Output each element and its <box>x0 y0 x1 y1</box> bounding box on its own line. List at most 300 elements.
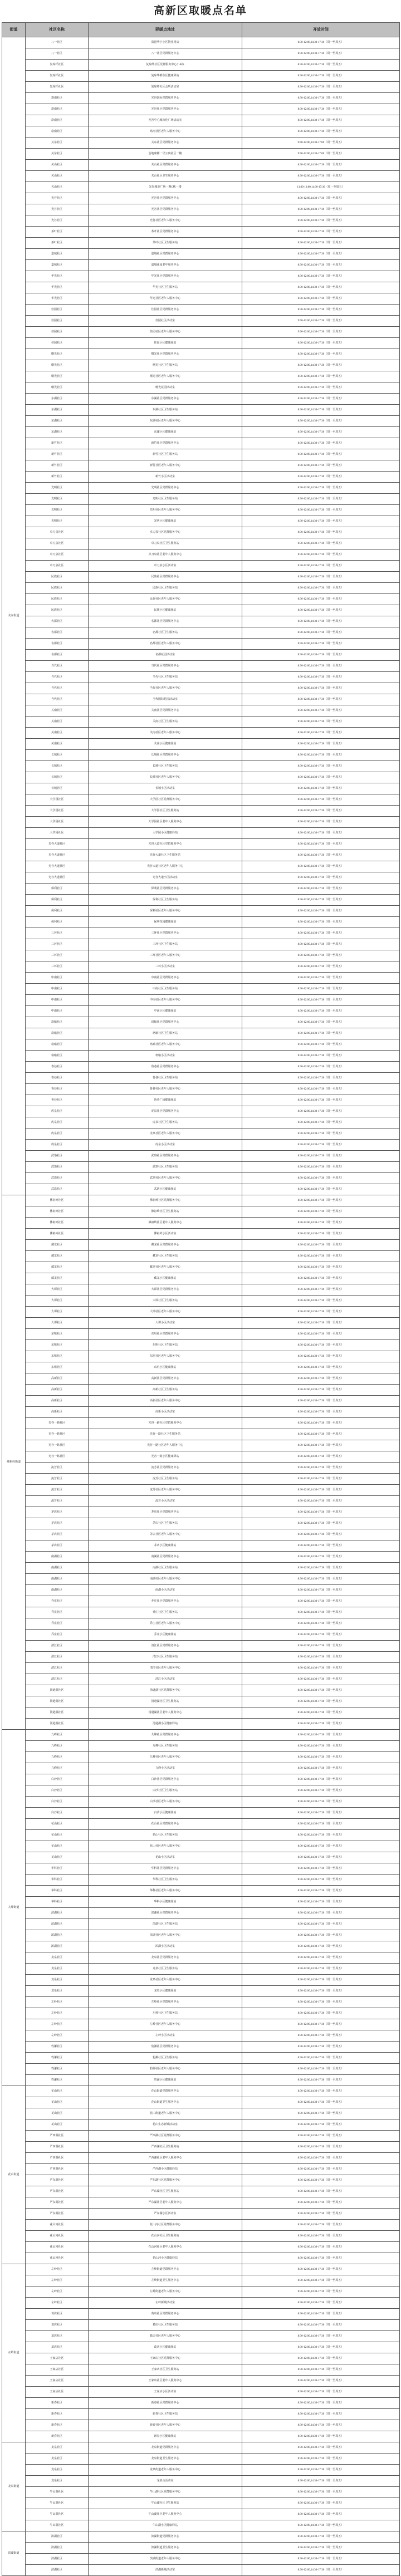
cell-hours: 8:30-12:00,14:30-17:30（周一至周五） <box>242 505 400 516</box>
table-row <box>2 1028 400 1039</box>
cell-address: 新春社区卫生服务站 <box>89 2409 242 2420</box>
cell-community: 名都社区 <box>26 650 89 661</box>
table-row <box>2 1774 400 1785</box>
cell-address: 王家店社区卫生服务站 <box>89 2364 242 2376</box>
cell-community: 光明社区 <box>26 505 89 516</box>
cell-community: 乔庄社区 <box>26 1630 89 1641</box>
table-row <box>2 1162 400 1173</box>
cell-community: 滨湖社区 <box>26 1908 89 1919</box>
cell-community: 当代社区 <box>26 694 89 705</box>
cell-hours: 8:30-12:00,14:30-17:30（周一至周五） <box>242 1618 400 1630</box>
cell-community: 九峰社区 <box>26 1763 89 1774</box>
cell-address: 南湖社区党群服务中心 <box>89 1552 242 1563</box>
cell-community: 葛店社区 <box>26 2331 89 2342</box>
cell-community: 藏龙社区 <box>26 1251 89 1262</box>
cell-hours: 8:30-12:00,14:30-17:30（周一至周五） <box>242 1952 400 1964</box>
cell-address: 保利花园健康驿站 <box>89 917 242 928</box>
table-row <box>2 2498 400 2509</box>
cell-community: 龙泉社区 <box>26 2476 89 2487</box>
cell-hours: 8:30-12:00,14:30-17:30（周一至周五） <box>242 438 400 449</box>
cell-hours: 8:30-12:00,14:30-17:30（周一至周五） <box>242 616 400 627</box>
cell-hours: 8:30-12:00,14:30-17:30（周一至周五） <box>242 1296 400 1307</box>
cell-hours: 8:30-12:00,14:30-17:30（周一至周五） <box>242 2264 400 2275</box>
cell-hours: 8:30-12:00,14:30-17:30（周一至周五） <box>242 2409 400 2420</box>
cell-address: 关山社区党群服务中心 <box>89 160 242 171</box>
cell-address: 长城小区活动室 <box>89 783 242 794</box>
cell-address: 白沙小区健康驿站 <box>89 1808 242 1819</box>
table-row <box>2 1173 400 1184</box>
cell-address: 东咀社区老年人服务中心 <box>89 1351 242 1362</box>
cell-hours: 8:30-12:00,14:30-17:30（周一至周五） <box>242 1463 400 1474</box>
cell-hours: 8:30-12:00,14:30-17:30（周一至周五） <box>242 1373 400 1385</box>
cell-community: 花山社区 <box>26 1819 89 1830</box>
cell-address: 龙泉街道卫生服务中心 <box>89 2454 242 2465</box>
cell-address: 佳园社区老年人服务中心 <box>89 327 242 338</box>
table-row <box>2 2197 400 2209</box>
table-row <box>2 1763 400 1774</box>
cell-community: 三环社区 <box>26 939 89 950</box>
cell-address: 花山社区卫生服务站 <box>89 1830 242 1841</box>
cell-community: 龙泉社区 <box>26 2442 89 2454</box>
cell-hours: 8:30-12:00,14:30-17:30（周一至周五） <box>242 1396 400 1407</box>
cell-address: 龙泉街道党群服务中心 <box>89 2442 242 2454</box>
cell-hours: 8:30-12:00,14:30-17:30（周一至周五） <box>242 2565 400 2576</box>
cell-hours: 8:30-12:00,14:30-17:30（周一至周五） <box>242 1986 400 1997</box>
cell-hours: 8:30-12:00,14:30-17:30（周一至周五） <box>242 260 400 271</box>
cell-hours: 8:30-12:00,14:30-17:30（周一至周五） <box>242 928 400 939</box>
table-row <box>2 360 400 371</box>
cell-address: 高新社区党群服务中心 <box>89 1373 242 1385</box>
cell-hours: 8:30-12:00,14:30-17:30（周一至周五） <box>242 2554 400 2565</box>
cell-community: 复琼纤社区 <box>26 82 89 93</box>
cell-community: 大谭社区 <box>26 1318 89 1329</box>
table-row <box>2 2242 400 2253</box>
cell-hours: 8:30-12:00,14:30-17:30（周一至周五） <box>242 1641 400 1652</box>
cell-address: 虎泉社区老年人服务中心 <box>89 1128 242 1140</box>
cell-hours: 8:30-12:00,14:30-17:30（周一至周五） <box>242 1930 400 1941</box>
cell-address: 虎泉小区活动室 <box>89 1140 242 1151</box>
cell-community: 严东湖社区 <box>26 2186 89 2197</box>
table-row <box>2 783 400 794</box>
cell-hours: 8:30-12:00,14:30-17:30（周一至周五） <box>242 1262 400 1273</box>
table-row <box>2 2487 400 2498</box>
cell-hours: 8:30-12:00,14:30-17:30（周一至周五） <box>242 1117 400 1128</box>
cell-address: 茅店社区卫生服务站 <box>89 1518 242 1529</box>
cell-address: 珞喻小区活动室 <box>89 1051 242 1062</box>
cell-hours: 8:30-12:00,14:30-17:30（周一至周五） <box>242 1830 400 1841</box>
cell-address: 流芳社区老年人服务中心 <box>89 1485 242 1496</box>
cell-hours: 8:30-12:00,14:30-17:30（周一至周五） <box>242 2153 400 2164</box>
cell-address: 花山生态新城活动室 <box>89 2119 242 2131</box>
cell-hours: 8:30-12:00,14:30-17:30（周一至周五） <box>242 2209 400 2220</box>
cell-community: 珞南社区 <box>26 104 89 115</box>
cell-address: 龙泉社区党群服务中心 <box>89 1952 242 1964</box>
cell-community: 长城社区 <box>26 750 89 761</box>
cell-address: 严东湖社区老年人服务中心 <box>89 2197 242 2209</box>
cell-hours: 8:30-12:00,14:30-17:30（周一至周五） <box>242 126 400 138</box>
cell-community: 长城社区 <box>26 783 89 794</box>
cell-community: 花山社区 <box>26 1830 89 1841</box>
table-row <box>2 249 400 260</box>
cell-address: 光谷国际党群服务中心 <box>89 93 242 104</box>
cell-hours: 8:30-12:00,14:30-17:30（周一至周五） <box>242 1529 400 1540</box>
table-row <box>2 761 400 772</box>
cell-address: 卓刀泉小区活动室 <box>89 561 242 572</box>
cell-hours: 9:00-12:00,14:30-17:00（周一至周五） <box>242 138 400 149</box>
cell-hours: 8:30-12:00,14:30-17:30（周一至周五） <box>242 2220 400 2231</box>
cell-community: 鲁巷社区 <box>26 1095 89 1106</box>
cell-hours: 8:30-12:00,14:30-17:30（周一至周五） <box>242 71 400 82</box>
table-row <box>2 115 400 126</box>
table-row <box>2 1418 400 1429</box>
cell-community: 龙泉社区 <box>26 2465 89 2476</box>
cell-community: 严西湖社区 <box>26 2164 89 2175</box>
cell-address: 乔庄社区党群服务中心 <box>89 1596 242 1607</box>
cell-hours: 8:30-12:00,14:30-17:30（周一至周五） <box>242 427 400 438</box>
cell-address: 三环社区老年人服务中心 <box>89 950 242 961</box>
cell-community: 当代社区 <box>26 683 89 694</box>
table-row <box>2 1195 400 1206</box>
cell-address: 严东湖社区党群服务中心 <box>89 2175 242 2186</box>
cell-community: 藏龙社区 <box>26 1262 89 1273</box>
table-row <box>2 594 400 605</box>
cell-hours: 8:30-12:00,14:30-17:30（周一至周五） <box>242 494 400 505</box>
table-row <box>2 394 400 405</box>
table-row <box>2 405 400 416</box>
cell-address: 武珞小区健康驿站 <box>89 1184 242 1195</box>
cell-community: 东湖社区 <box>26 416 89 427</box>
cell-address: 佛祖岭社区老年人服务中心 <box>89 1218 242 1229</box>
cell-community: 新春社区 <box>26 2431 89 2442</box>
cell-community: 白沙社区 <box>26 1808 89 1819</box>
cell-community: 花山社区 <box>26 2119 89 2131</box>
cell-street: 花山街道 <box>2 2086 26 2264</box>
cell-address: 左岭街道卫生服务中心 <box>89 2275 242 2286</box>
cell-hours: 8:30-12:00,14:30-17:30（周一至周五） <box>242 1084 400 1095</box>
cell-community: 葛店社区 <box>26 2309 89 2320</box>
table-row <box>2 1941 400 1952</box>
cell-hours: 8:30-12:00,14:30-17:30（周一至周五） <box>242 650 400 661</box>
cell-hours: 8:30-12:00,14:30-17:30（周一至周五） <box>242 2465 400 2476</box>
cell-community: 曙光社区 <box>26 360 89 371</box>
cell-community: 关南社区 <box>26 705 89 717</box>
cell-community: 左岭社区 <box>26 2008 89 2019</box>
cell-hours: 8:30-12:00,14:30-17:30（周一至周五） <box>242 739 400 750</box>
cell-community: 王家店社区 <box>26 2387 89 2398</box>
cell-hours: 8:30-12:00,14:30-17:30（周一至周五） <box>242 939 400 950</box>
cell-hours: 8:30-12:00,14:30-17:30（周一至周五） <box>242 394 400 405</box>
cell-community: 珞喻社区 <box>26 1039 89 1051</box>
cell-address: 华光社区老年人服务中心 <box>89 293 242 305</box>
header-street: 街道 <box>2 23 26 37</box>
table-row <box>2 204 400 215</box>
cell-hours: 8:30-12:00,14:30-17:30（周一至周五） <box>242 661 400 672</box>
cell-address: 大谭小区活动室 <box>89 1318 242 1329</box>
cell-community: 新竹社区 <box>26 472 89 483</box>
cell-community: 民族社区 <box>26 605 89 616</box>
table-row <box>2 2442 400 2454</box>
table-row <box>2 1218 400 1229</box>
cell-community: 流芳社区 <box>26 1474 89 1485</box>
cell-community: 豹澥社区 <box>26 2042 89 2053</box>
cell-address: 民族小区健康驿站 <box>89 605 242 616</box>
table-row <box>2 2142 400 2153</box>
cell-hours: 8:30-12:00,14:30-17:30（周一至周五） <box>242 2342 400 2353</box>
cell-hours: 8:30-12:00,14:30-17:30（周一至周五） <box>242 1774 400 1785</box>
cell-address: 卓刀泉社区卫生服务站 <box>89 538 242 549</box>
cell-hours: 8:30-12:00,14:30-17:30（周一至周五） <box>242 37 400 48</box>
table-row <box>2 1062 400 1073</box>
table-row <box>2 1373 400 1385</box>
cell-hours: 8:30-12:00,14:30-17:30（周一至周五） <box>242 1719 400 1730</box>
cell-community: 三环社区 <box>26 950 89 961</box>
table-row <box>2 238 400 249</box>
cell-hours: 8:30-12:00,14:30-17:30（周一至周五） <box>242 1797 400 1808</box>
cell-address: 当代国际花园活动室 <box>89 694 242 705</box>
cell-address: 当代社区卫生服务站 <box>89 672 242 683</box>
table-row <box>2 2064 400 2075</box>
cell-address: 严西湖社区老年人服务中心 <box>89 2153 242 2164</box>
cell-community: 花山社区 <box>26 2108 89 2119</box>
cell-hours: 8:30-12:00,14:30-17:30（周一至周五） <box>242 817 400 828</box>
cell-address: 光谷一路社区卫生服务站 <box>89 1429 242 1440</box>
cell-hours: 8:30-12:00,14:30-17:30（周一至周五） <box>242 728 400 739</box>
cell-community: 大学园社区 <box>26 806 89 817</box>
cell-address: 光明社区卫生服务站 <box>89 494 242 505</box>
cell-address: 王家店社区老年人服务中心 <box>89 2376 242 2387</box>
cell-community: 滨湖社区 <box>26 2543 89 2554</box>
cell-community: 武珞社区 <box>26 1162 89 1173</box>
cell-community: 嘉城社区 <box>26 260 89 271</box>
cell-community: 白沙社区 <box>26 1785 89 1797</box>
table-row <box>2 2220 400 2231</box>
cell-community: 葛店社区 <box>26 2320 89 2331</box>
cell-community: 复琼纤社区 <box>26 60 89 71</box>
cell-address: 华科社区老年人服务中心 <box>89 1886 242 1897</box>
cell-community: 茶叶社区 <box>26 238 89 249</box>
cell-hours: 8:30-12:00,14:30-17:30（周一至周五） <box>242 1707 400 1719</box>
cell-hours: 8:30-12:00,14:30-17:30（周一至周五） <box>242 917 400 928</box>
cell-hours: 8:30-12:00,14:30-17:30（周一至周五） <box>242 639 400 650</box>
cell-hours: 8:30-12:00,14:30-17:30（周一至周五） <box>242 1741 400 1752</box>
cell-hours: 8:30-12:00,14:30-17:30（周一至周五） <box>242 360 400 371</box>
cell-community: 滨湖社区 <box>26 2554 89 2565</box>
table-row <box>2 1841 400 1852</box>
header-hours: 开放时间 <box>242 23 400 37</box>
cell-hours: 8:30-12:00,14:30-17:30（周一至周五） <box>242 1206 400 1218</box>
table-row <box>2 973 400 984</box>
cell-address: 龙泉山活动室 <box>89 2476 242 2487</box>
table-row <box>2 516 400 527</box>
cell-hours: 8:30-12:00,14:30-17:30（周一至周五） <box>242 1752 400 1763</box>
table-row <box>2 1663 400 1674</box>
cell-community: 左岭社区 <box>26 2264 89 2275</box>
table-row <box>2 2030 400 2042</box>
table-row <box>2 2108 400 2119</box>
cell-hours: 8:30-12:00,14:30-17:30（周一至周五） <box>242 382 400 394</box>
cell-hours: 8:30-12:00,14:30-17:30（周一至周五） <box>242 1218 400 1229</box>
table-row <box>2 2275 400 2286</box>
cell-hours: 8:30-12:00,14:30-17:30（周一至周五） <box>242 1006 400 1017</box>
table-row <box>2 282 400 293</box>
cell-hours: 8:30-12:00,14:30-17:30（周一至周五） <box>242 171 400 182</box>
table-row <box>2 160 400 171</box>
cell-community: 花山社区 <box>26 2086 89 2097</box>
cell-address: 花山河小区健康驿站 <box>89 2253 242 2264</box>
cell-address: 花山街道党群服务中心 <box>89 2086 242 2097</box>
table-row <box>2 2008 400 2019</box>
cell-address: 王家店小区活动室 <box>89 2387 242 2398</box>
cell-community: 清江社区 <box>26 1652 89 1663</box>
table-row <box>2 171 400 182</box>
cell-community: 东湖社区 <box>26 394 89 405</box>
cell-hours: 8:30-12:00,14:30-17:30（周一至周五） <box>242 683 400 694</box>
cell-community: 严东湖社区 <box>26 2175 89 2186</box>
cell-address: 中南小区健康驿站 <box>89 1006 242 1017</box>
table-row <box>2 2531 400 2543</box>
cell-hours: 8:30-12:00,14:30-17:30（周一至周五） <box>242 995 400 1006</box>
cell-hours: 8:30-12:00,14:30-17:30（周一至周五） <box>242 2364 400 2376</box>
cell-hours: 8:30-12:00,14:30-17:30（周一至周五） <box>242 82 400 93</box>
table-row <box>2 37 400 48</box>
cell-hours: 8:30-12:00,14:30-17:30（周一至周五） <box>242 282 400 293</box>
cell-community: 大谭社区 <box>26 1296 89 1307</box>
cell-street: 佛祖岭街道 <box>2 1195 26 1730</box>
cell-hours: 8:30-12:00,14:30-17:30（周一至周五） <box>242 160 400 171</box>
cell-community: 汤逊湖社区 <box>26 1696 89 1707</box>
cell-hours: 8:30-12:00,14:30-17:30（周一至周五） <box>242 93 400 104</box>
table-row <box>2 739 400 750</box>
cell-community: 佛祖岭社区 <box>26 1195 89 1206</box>
cell-address: 华光社区党群服务中心 <box>89 271 242 282</box>
cell-hours: 8:30-12:00,14:30-17:30（周一至周五） <box>242 460 400 472</box>
cell-address: 大谭社区党群服务中心 <box>89 1284 242 1296</box>
cell-hours: 8:30-12:00,14:30-17:30（周一至周五） <box>242 2376 400 2387</box>
cell-community: 民族社区 <box>26 572 89 583</box>
table-row <box>2 2175 400 2186</box>
cell-community: 佛祖岭社区 <box>26 1218 89 1229</box>
cell-hours: 8:30-12:00,14:30-17:30（周一至周五） <box>242 2286 400 2298</box>
table-row <box>2 1719 400 1730</box>
cell-address: 华光社区卫生服务站 <box>89 282 242 293</box>
cell-community: 茅店社区 <box>26 1518 89 1529</box>
cell-hours: 8:30-12:00,14:30-17:30（周一至周五） <box>242 115 400 126</box>
cell-address: 光谷一路社区老年人服务中心 <box>89 1440 242 1451</box>
cell-community: 南湖社区 <box>26 1563 89 1574</box>
cell-community: 光谷社区 <box>26 193 89 204</box>
cell-community: 光明社区 <box>26 494 89 505</box>
table-row <box>2 939 400 950</box>
header-address: 驿暖点地址 <box>89 23 242 37</box>
table-row <box>2 728 400 739</box>
cell-community: 佳园社区 <box>26 305 89 316</box>
cell-address: 曙光社区卫生服务站 <box>89 360 242 371</box>
table-row <box>2 1128 400 1140</box>
table-row <box>2 1307 400 1318</box>
table-row <box>2 561 400 572</box>
cell-address: 花山河社区老年人服务中心 <box>89 2242 242 2253</box>
cell-address: 花山社区党群服务中心 <box>89 1819 242 1830</box>
table-row <box>2 1229 400 1240</box>
cell-hours: 8:30-12:00,14:30-17:30（周一至周五） <box>242 48 400 60</box>
cell-community: 左岭社区 <box>26 1997 89 2008</box>
cell-community: 新竹社区 <box>26 438 89 449</box>
cell-community: 牛山湖社区 <box>26 2509 89 2520</box>
cell-hours: 8:30-12:00,14:30-17:30（周一至周五） <box>242 1385 400 1396</box>
cell-address: 新春社区老年人服务中心 <box>89 2420 242 2431</box>
table-row <box>2 1329 400 1340</box>
table-row <box>2 1863 400 1875</box>
cell-hours: 8:30-12:00,14:30-17:30（周一至周五） <box>242 193 400 204</box>
table-row <box>2 995 400 1006</box>
table-row <box>2 661 400 672</box>
cell-community: 虎泉社区 <box>26 1128 89 1140</box>
cell-hours: 8:30-12:00,14:30-17:30（周一至周五） <box>242 1652 400 1663</box>
cell-address: 光谷社区党群服务中心 <box>89 204 242 215</box>
table-row <box>2 2209 400 2220</box>
cell-address: 葛店小区健康驿站 <box>89 2342 242 2353</box>
cell-community: 光明社区 <box>26 516 89 527</box>
cell-address: 复琼华都东区健康驿站 <box>89 71 242 82</box>
cell-community: 卓刀泉社区 <box>26 549 89 561</box>
cell-hours: 8:30-12:00,14:30-17:30（周一至周五） <box>242 627 400 639</box>
cell-address: 光谷大道社区卫生服务站 <box>89 850 242 861</box>
cell-address: 鲁巷社区党群服务中心 <box>89 1062 242 1073</box>
cell-address: 东咀社区党群服务中心 <box>89 1329 242 1340</box>
cell-address: 左岭小区活动室 <box>89 2030 242 2042</box>
cell-community: 光明社区 <box>26 483 89 494</box>
table-row <box>2 639 400 650</box>
table-row <box>2 1385 400 1396</box>
table-row <box>2 2309 400 2320</box>
cell-address: 卓刀泉社区党群服务中心 <box>89 527 242 538</box>
cell-address: 光谷一路社区党群服务中心 <box>89 1418 242 1429</box>
cell-community: 关南社区 <box>26 728 89 739</box>
cell-hours: 8:30-12:00,14:30-17:30（周一至周五） <box>242 449 400 460</box>
cell-community: 保利社区 <box>26 895 89 906</box>
cell-address: 中南社区党群服务中心 <box>89 973 242 984</box>
cell-hours: 8:30-12:00,14:30-17:30（周一至周五） <box>242 1128 400 1140</box>
cell-community: 大谭社区 <box>26 1284 89 1296</box>
cell-hours: 8:30-12:00,14:30-17:30（周一至周五） <box>242 839 400 850</box>
cell-hours: 8:30-12:00,14:30-17:30（周一至周五） <box>242 1451 400 1463</box>
cell-hours: 8:30-12:00,14:30-17:30（周一至周五） <box>242 2242 400 2253</box>
cell-address: 新春小区健康驿站 <box>89 2431 242 2442</box>
cell-community: 鲁巷社区 <box>26 1062 89 1073</box>
table-row <box>2 260 400 271</box>
cell-address: 嘉城社区党群服务中心 <box>89 249 242 260</box>
table-row <box>2 2320 400 2331</box>
cell-community: 滨湖社区 <box>26 1930 89 1941</box>
cell-hours: 8:30-12:00,14:30-17:30（周一至周五） <box>242 761 400 772</box>
cell-hours: 8:30-12:00,14:30-17:30（周一至周五） <box>242 1351 400 1362</box>
table-row <box>2 1518 400 1529</box>
table-row <box>2 1830 400 1841</box>
cell-address: 华科社区党群服务中心 <box>89 1863 242 1875</box>
cell-hours: 8:30-12:00,14:30-17:30（周一至周五） <box>242 1696 400 1707</box>
table-row <box>2 1039 400 1051</box>
cell-hours: 8:30-12:00,14:30-17:30（周一至周五） <box>242 1051 400 1062</box>
cell-community: 高新社区 <box>26 1373 89 1385</box>
cell-address: 滨湖社区老年人服务中心 <box>89 1930 242 1941</box>
table-row <box>2 1117 400 1128</box>
cell-hours: 8:30-12:00,14:30-17:30（周一至周五） <box>242 2309 400 2320</box>
cell-community: 流芳社区 <box>26 1485 89 1496</box>
cell-address: 汤逊湖社区老年人服务中心 <box>89 1707 242 1719</box>
cell-community: 复琼纤社区 <box>26 71 89 82</box>
table-row <box>2 349 400 360</box>
table-row <box>2 2454 400 2465</box>
